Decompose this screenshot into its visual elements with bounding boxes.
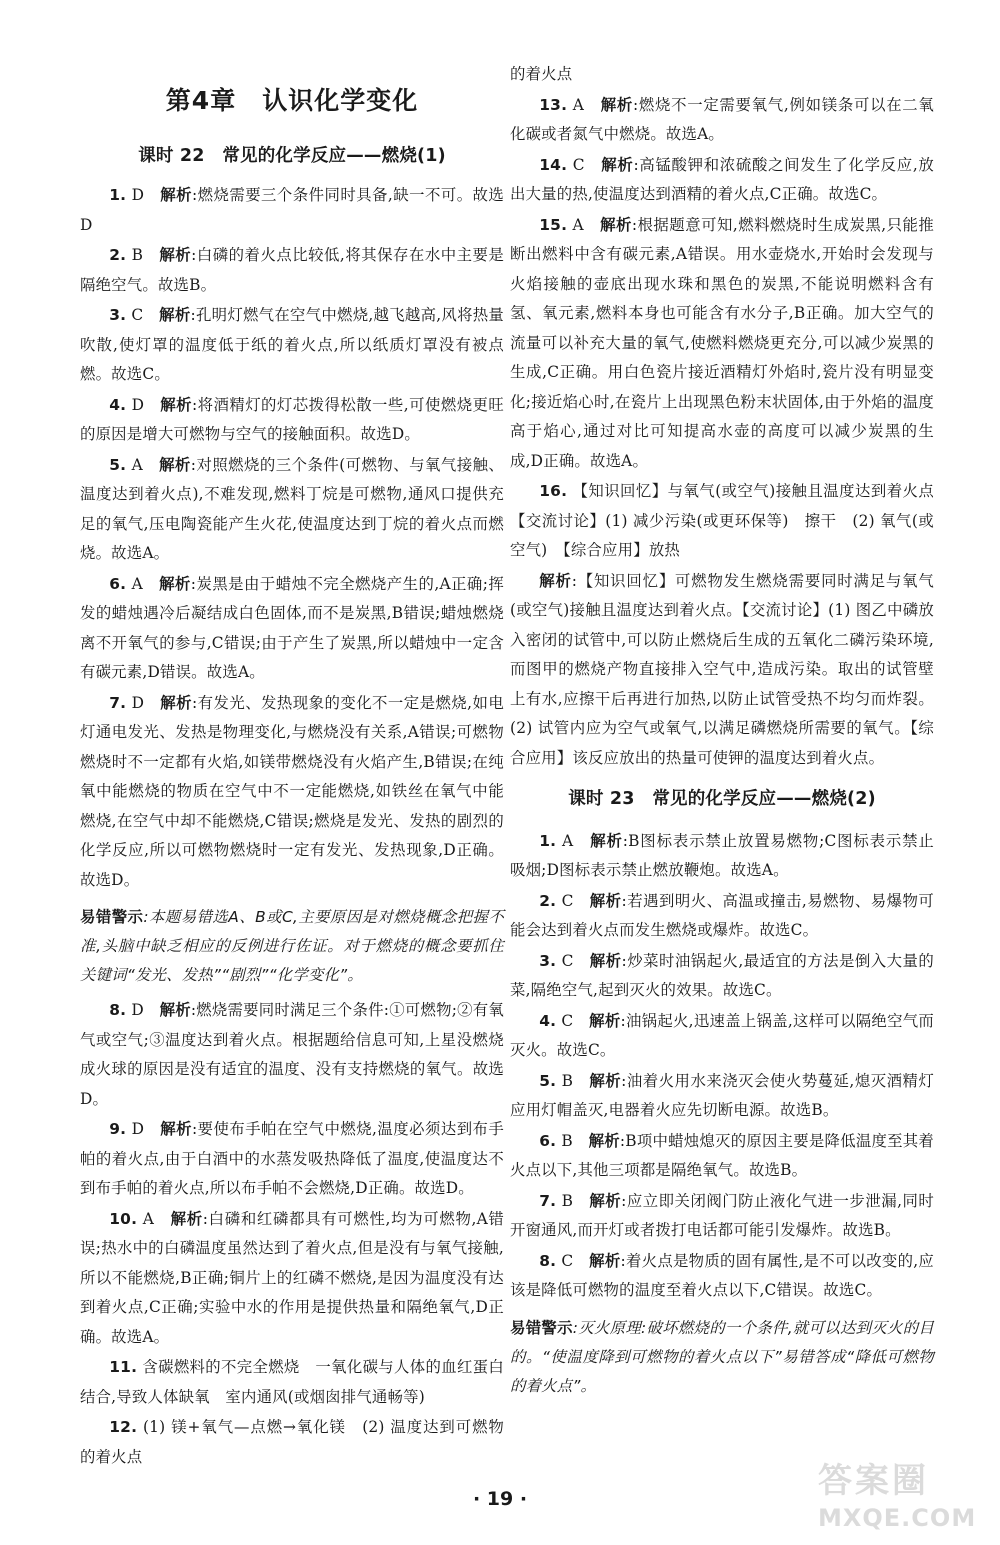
lesson-22-items-b — [80, 996, 504, 1472]
analysis-label: 解析 — [589, 1251, 621, 1270]
item-number: 2. — [109, 246, 127, 264]
answer-item — [80, 1205, 504, 1353]
analysis-label: 解析 — [170, 1209, 203, 1228]
answer-item — [510, 1007, 934, 1066]
item-number: 6. — [539, 1131, 557, 1150]
item-12-cont-text: 的着火点 — [510, 65, 573, 83]
item-number: 11. — [109, 1358, 138, 1376]
item-number: 5. — [539, 1071, 557, 1090]
watermark-en: MXQE.COM — [818, 1504, 977, 1532]
chapter-title: 第4章 认识化学变化 — [165, 86, 419, 115]
analysis-label: 解析 — [159, 1001, 191, 1019]
analysis-label: 解析 — [589, 1191, 622, 1210]
analysis-label: 解析 — [589, 1071, 622, 1090]
answer-item — [80, 181, 504, 240]
item-number: 8. — [539, 1251, 557, 1270]
analysis-text: :孔明灯燃气在空气中燃烧,越飞越高,风将热量吹散,使灯罩的温度低于纸的着火点,所以纸质灯罩没有被点燃。故选C。 — [80, 306, 505, 383]
analysis-text: :燃烧需要三个条件同时具备,缺一不可。故选D — [80, 186, 504, 234]
analysis-label: 解析 — [589, 891, 622, 910]
analysis-text: :高锰酸钾和浓硫酸之间发生了化学反应,放出大量的热,使温度达到酒精的着火点,C正确。故选C。 — [510, 155, 935, 203]
answer-item — [510, 477, 950, 566]
analysis-text: :燃烧需要同时满足三个条件:①可燃物;②有氧气或空气;③温度达到着火点。根据题给信息可知,上星没燃烧成火球的原因是没有适宜的温度、没有支持燃烧的氧气。故选D。 — [80, 1001, 505, 1108]
answer-item — [80, 689, 504, 896]
error-warning-box-2 — [510, 1314, 934, 1401]
answer-item — [80, 451, 504, 569]
analysis-label: 解析 — [600, 215, 632, 234]
analysis-text: :炒菜时油锅起火,最适宜的方法是倒入大量的菜,隔绝空气,起到灭火的效果。故选C。 — [510, 951, 935, 999]
item-12-continuation — [510, 60, 934, 90]
answer-item — [510, 827, 934, 886]
item-answer: B — [131, 246, 144, 264]
item-number: 10. — [109, 1209, 138, 1228]
answer-item — [80, 1115, 504, 1204]
item-number: 3. — [109, 306, 127, 324]
item-number: 8. — [109, 1001, 127, 1019]
analysis-label: 解析 — [589, 951, 622, 970]
item-answer: D — [131, 395, 145, 414]
answer-item — [510, 211, 934, 477]
item-number: 2. — [539, 891, 557, 910]
item-answer: C — [572, 155, 585, 174]
analysis-text: :应立即关闭阀门防止液化气进一步泄漏,同时开窗通风,而开灯或者拨打电话都可能引发爆炸。故选B。 — [510, 1191, 935, 1239]
answer-item — [510, 1247, 934, 1306]
answer-item — [510, 91, 934, 150]
answer-item — [510, 1187, 934, 1246]
analysis-text: :白磷的着火点比较低,将其保存在水中主要是隔绝空气。故选B。 — [80, 246, 505, 294]
analysis-text: :有发光、发热现象的变化不一定是燃烧,如电灯通电发光、发热是物理变化,与燃烧没有关系,A错误;可燃物燃烧时不一定都有火焰,如镁带燃烧没有火焰产生,B错误;在纯氧中能燃烧的物质在空气中不一定能燃烧,如铁丝在氧气中能燃烧,在空气中却不能燃烧,C错误;燃烧是发光、发热的剧烈的化学反应,所以可燃物燃烧时一定有发光、发热现象,D正确。故选D。 — [80, 693, 504, 889]
lesson-22-items-c — [510, 91, 950, 566]
item-answer: D — [131, 1120, 145, 1138]
item-number: 16. — [539, 482, 568, 500]
item-answer: A — [561, 831, 574, 850]
analysis-label: 解析 — [160, 395, 192, 414]
analysis-label: 解析 — [160, 186, 192, 204]
analysis-text: :炭黑是由于蜡烛不完全燃烧产生的,A正确;挥发的蜡烛遇冷后凝结成白色固体,而不是炭黑,B错误;蜡烛燃烧离不开氧气的参与,C错误;由于产生了炭黑,所以蜡烛中一定含有碳元素,D错误。故选A。 — [80, 574, 505, 681]
analysis-text: :着火点是物质的固有属性,是不可以改变的,应该是降低可燃物的温度至着火点以下,C错误。故选C。 — [510, 1251, 935, 1299]
answer-item — [80, 1413, 504, 1472]
page-number: · 19 · — [472, 1488, 528, 1510]
item-answer: A — [131, 574, 143, 593]
analysis-label: 解析 — [159, 574, 191, 593]
analysis-text: :【知识回忆】可燃物发生燃烧需要同时满足与氧气(或空气)接触且温度达到着火点。【交流讨论】(1) 图乙中磷放入密闭的试管中,可以防止燃烧后生成的五氧化二磷污染环境,而图甲的燃烧产物直接排入空气中,造成污染。取出的试管壁上有水,应擦干后再进行加热,以防止试管受热不均匀而炸裂。(2) 试管内应为空气或氧气,以满足磷燃烧所需要的氧气。【综合应用】该反应放出的热量可使钾的温度达到着火点。 — [510, 571, 934, 767]
item-answer: 【知识回忆】与氧气(或空气)接触且温度达到着火点 【交流讨论】(1) 减少污染(或更环保等) 擦干 (2) 氧气(或空气) 【综合应用】放热 — [510, 482, 950, 559]
item-number: 13. — [539, 95, 568, 114]
error-warning-box — [80, 903, 504, 990]
left-column — [80, 58, 504, 1473]
item-answer: A — [572, 95, 585, 114]
item-answer: C — [561, 891, 574, 910]
analysis-text: :白磷和红磷都具有可燃性,均为可燃物,A错误;热水中的白磷温度虽然达到了着火点,但是没有与氧气接触,所以不能燃烧,B正确;铜片上的红磷不燃烧,是因为温度没有达到着火点,C正确;实验中水的作用是提供热量和隔绝氧气,D正确。故选A。 — [80, 1209, 505, 1346]
item-number: 6. — [109, 574, 127, 593]
answer-item — [510, 887, 934, 946]
answer-item — [510, 947, 934, 1006]
analysis-label: 解析 — [160, 693, 192, 712]
answer-item — [80, 301, 504, 390]
item-answer: A — [131, 455, 143, 474]
analysis-label: 解析 — [539, 571, 572, 590]
warning-text-2: :灭火原理:破坏燃烧的一个条件,就可以达到灭火的目的。“使温度降到可燃物的着火点以下”易错答成“降低可燃物的着火点”。 — [510, 1318, 934, 1395]
analysis-text: :B项中蜡烛熄灭的原因主要是降低温度至其着火点以下,其他三项都是隔绝氧气。故选B。 — [510, 1131, 935, 1179]
item-answer: C — [561, 951, 574, 970]
analysis-text: :要使布手帕在空气中燃烧,温度必须达到布手帕的着火点,由于白酒中的水蒸发吸热降低了温度,使温度达不到布手帕的着火点,所以布手帕不会燃烧,D正确。故选D。 — [80, 1120, 504, 1197]
item-number: 4. — [109, 395, 127, 414]
analysis-text: :油锅起火,迅速盖上锅盖,这样可以隔绝空气而灭火。故选C。 — [510, 1011, 935, 1059]
item-number: 3. — [539, 951, 557, 970]
answer-item — [510, 1067, 934, 1126]
warning-tag: 易错警示 — [80, 908, 144, 926]
analysis-text: :B图标表示禁止放置易燃物;C图标表示禁止吸烟;D图标表示禁止燃放鞭炮。故选A。 — [510, 831, 934, 879]
answer-item — [80, 996, 504, 1114]
item-number: 4. — [539, 1011, 557, 1030]
analysis-label: 解析 — [589, 1011, 621, 1030]
item-number: 1. — [539, 831, 557, 850]
item-answer: B — [561, 1071, 574, 1090]
item-number: 12. — [109, 1418, 138, 1436]
analysis-text: :油着火用水来浇灭会使火势蔓延,熄灭酒精灯应用灯帽盖灭,电器着火应先切断电源。故选B。 — [510, 1071, 935, 1119]
item-number: 7. — [109, 693, 127, 712]
answer-item — [510, 151, 934, 210]
item-answer: B — [561, 1191, 574, 1210]
watermark-cn: 答案圈 — [818, 1461, 929, 1501]
item-number: 7. — [539, 1191, 557, 1210]
answer-item — [80, 1353, 504, 1412]
item-number: 1. — [109, 186, 127, 204]
analysis-text: :根据题意可知,燃料燃烧时生成炭黑,只能推断出燃料中含有碳元素,A错误。用水壶烧水,开始时会发现与火焰接触的壶底出现水珠和黑色的炭黑,不能说明燃料含有氢、氧元素,燃料本身也可能含有水分子,B正确。加大空气的流量可以补充大量的氧气,使燃料燃烧更充分,可以减少炭黑的生成,C正确。用白色瓷片接近酒精灯外焰时,瓷片没有明显变化;接近焰心时,在瓷片上出现黑色粉末状固体,由于外焰的温度高于焰心,通过对比可知提高水壶的高度可以减少炭黑的生成,D正确。故选A。 — [510, 215, 935, 470]
item-answer: C — [561, 1251, 574, 1270]
item-answer: D — [131, 1001, 144, 1019]
item-number: 5. — [109, 455, 127, 474]
lesson-22-items-a — [80, 181, 504, 895]
lesson-23-items — [510, 827, 934, 1306]
analysis-label: 解析 — [600, 95, 633, 114]
answer-item — [80, 241, 504, 300]
item-answer: B — [561, 1131, 573, 1150]
item-answer: A — [142, 1209, 155, 1228]
item-answer: C — [131, 306, 144, 324]
analysis-label: 解析 — [601, 155, 634, 174]
item-number: 9. — [109, 1120, 127, 1138]
analysis-label: 解析 — [159, 306, 191, 324]
analysis-text: :燃烧不一定需要氧气,例如镁条可以在二氧化碳或者氮气中燃烧。故选A。 — [510, 95, 935, 143]
answer-item — [510, 1127, 934, 1186]
watermark-logo — [818, 1458, 993, 1540]
item-answer: C — [561, 1011, 574, 1030]
answer-item — [80, 570, 504, 688]
item-answer: A — [572, 215, 584, 234]
analysis-label: 解析 — [588, 1131, 620, 1150]
item-number: 14. — [539, 155, 568, 174]
analysis-text: :对照燃烧的三个条件(可燃物、与氧气接触、温度达到着火点),不难发现,燃料丁烷是可燃物,通风口提供充足的氧气,压电陶瓷能产生火花,使温度达到丁烷的着火点而燃烧。故选A。 — [80, 455, 505, 562]
analysis-label: 解析 — [590, 831, 623, 850]
item-answer: (1) 镁+氧气—点燃→氧化镁 (2) 温度达到可燃物的着火点 — [80, 1418, 505, 1466]
lesson-22-title: 课时 22 常见的化学反应——燃烧(1) — [138, 145, 446, 166]
analysis-text: :若遇到明火、高温或撞击,易燃物、易爆物可能会达到着火点而发生燃烧或爆炸。故选C。 — [510, 891, 935, 939]
lesson-23-title: 课时 23 常见的化学反应——燃烧(2) — [568, 789, 876, 809]
analysis-label: 解析 — [160, 1120, 192, 1138]
item-answer: D — [131, 693, 145, 712]
item-16-analysis — [510, 567, 934, 774]
item-answer: D — [131, 186, 145, 204]
right-column — [510, 60, 950, 1407]
item-number: 15. — [539, 215, 568, 234]
warning-text: :本题易错选A、B或C,主要原因是对燃烧概念把握不准,头脑中缺乏相应的反例进行佐证。对于燃烧的概念要抓住关键词“发光、发热”“剧烈”“化学变化”。 — [80, 908, 504, 984]
analysis-text: :将酒精灯的灯芯拨得松散一些,可使燃烧更旺的原因是增大可燃物与空气的接触面积。故选D。 — [80, 395, 504, 443]
warning-tag-2: 易错警示 — [510, 1318, 573, 1337]
analysis-label: 解析 — [159, 246, 192, 264]
item-answer: 含碳燃料的不完全燃烧 一氧化碳与人体的血红蛋白结合,导致人体缺氧 室内通风(或烟囱排气通畅等) — [80, 1358, 504, 1406]
answer-item — [80, 391, 504, 450]
analysis-label: 解析 — [159, 455, 191, 474]
